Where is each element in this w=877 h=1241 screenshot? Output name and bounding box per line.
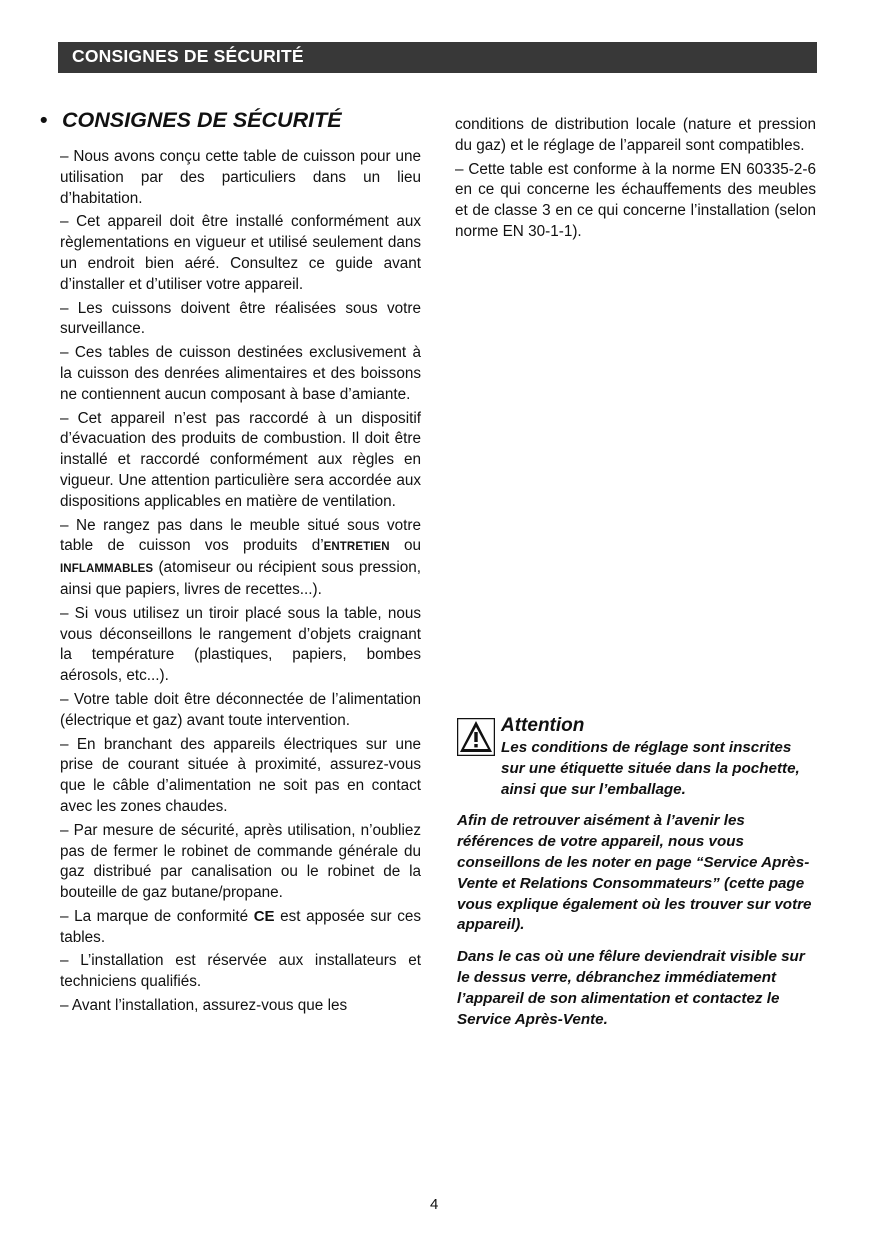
section-title bbox=[40, 108, 342, 133]
right-column bbox=[455, 115, 816, 246]
paragraph-ce bbox=[60, 907, 421, 949]
paragraph: – Ces tables de cuisson destinées exclusivement à la cuisson des denrées alimentaires et des boissons ne contiennent aucun composant à base d’amiante. bbox=[60, 344, 421, 403]
text: – La marque de conformité bbox=[60, 907, 254, 925]
paragraph: – En branchant des appareils électriques sur une prise de courant située à proximité, assurez-vous que le câble d’alimentation ne soit pas en contact avec les zones chaudes. bbox=[60, 735, 421, 815]
attention-box bbox=[457, 714, 819, 1041]
paragraph: – Votre table doit être déconnectée de l’alimentation (électrique et gaz) avant toute intervention. bbox=[60, 690, 421, 729]
paragraph: conditions de distribution locale (nature et pression du gaz) et le réglage de l’appareil sont compatibles. bbox=[455, 116, 816, 154]
paragraph: – Si vous utilisez un tiroir placé sous la table, nous vous déconseillons le rangement d’objets craignant la température (plastiques, papiers, bombes aérosols, etc...). bbox=[60, 604, 421, 685]
attention-title: Attention bbox=[501, 715, 585, 736]
entretien-label: ENTRETIEN bbox=[323, 541, 390, 554]
ce-mark: CE bbox=[253, 907, 275, 925]
left-column bbox=[60, 147, 421, 1020]
bullet: • bbox=[40, 108, 48, 132]
text: ou bbox=[389, 537, 422, 555]
section-title-text: CONSIGNES DE SÉCURITÉ bbox=[62, 108, 342, 132]
attention-lead: Les conditions de réglage sont inscrites sur une étiquette située dans la pochette, ainsi que sur l’emballage. bbox=[501, 739, 800, 798]
paragraph-rangez bbox=[60, 516, 421, 601]
paragraph: – Les cuissons doivent être réalisées sous votre surveillance. bbox=[60, 299, 421, 338]
paragraph: – Cet appareil n’est pas raccordé à un dispositif d’évacuation des produits de combustion. Il doit être installé et raccordé conformément aux règles en vigueur. Une attention particulière sera accordée aux dispositions applicables en matière de ventilation. bbox=[60, 409, 421, 510]
text: est apposée sur ces tables. bbox=[60, 907, 421, 946]
attention-paragraph: Dans le cas où une fêlure deviendrait visible sur le dessus verre, débranchez immédiatement l’appareil de son alimentation et contactez le Service Après-Vente. bbox=[457, 948, 805, 1028]
paragraph: – Avant l’installation, assurez-vous que les bbox=[60, 997, 348, 1015]
attention-header bbox=[457, 714, 819, 800]
paragraph: – L’installation est réservée aux installateurs et techniciens qualifiés. bbox=[60, 952, 421, 991]
inflammables-label: INFLAMMABLES bbox=[60, 563, 154, 576]
paragraph: – Cette table est conforme à la norme EN 60335-2-6 en ce qui concerne les échauffements des meubles et de classe 3 en ce qui concerne l’installation (selon norme EN 30-1-1). bbox=[455, 160, 816, 240]
attention-paragraph: Afin de retrouver aisément à l’avenir les références de votre appareil, nous vous conseillons de les noter en page “Service Après-Vente et Relations Consommateurs” (cette page vous explique également où les trouver sur votre appareil). bbox=[457, 812, 812, 934]
text: – Ne rangez pas dans le meuble situé sous votre table de cuisson vos produits d’ bbox=[60, 516, 421, 555]
header-bar bbox=[58, 42, 817, 73]
warning-triangle-icon bbox=[457, 718, 495, 756]
paragraph: – Nous avons conçu cette table de cuisson pour une utilisation par des particuliers dans un lieu d’habitation. bbox=[60, 148, 421, 207]
header-title: CONSIGNES DE SÉCURITÉ bbox=[72, 46, 304, 66]
text: (atomiseur ou récipient sous pression, ainsi que papiers, livres de recettes...). bbox=[60, 559, 421, 598]
paragraph: – Par mesure de sécurité, après utilisation, n’oubliez pas de fermer le robinet de commande générale du gaz distribué par canalisation ou le robinet de la bouteille de gaz butane/propane. bbox=[60, 821, 421, 902]
paragraph: – Cet appareil doit être installé conformément aux règlementations en vigueur et utilisé seulement dans un endroit bien aéré. Consultez ce guide avant d’installer et d’utiliser votre appareil. bbox=[60, 213, 421, 293]
page-number: 4 bbox=[430, 1196, 439, 1213]
